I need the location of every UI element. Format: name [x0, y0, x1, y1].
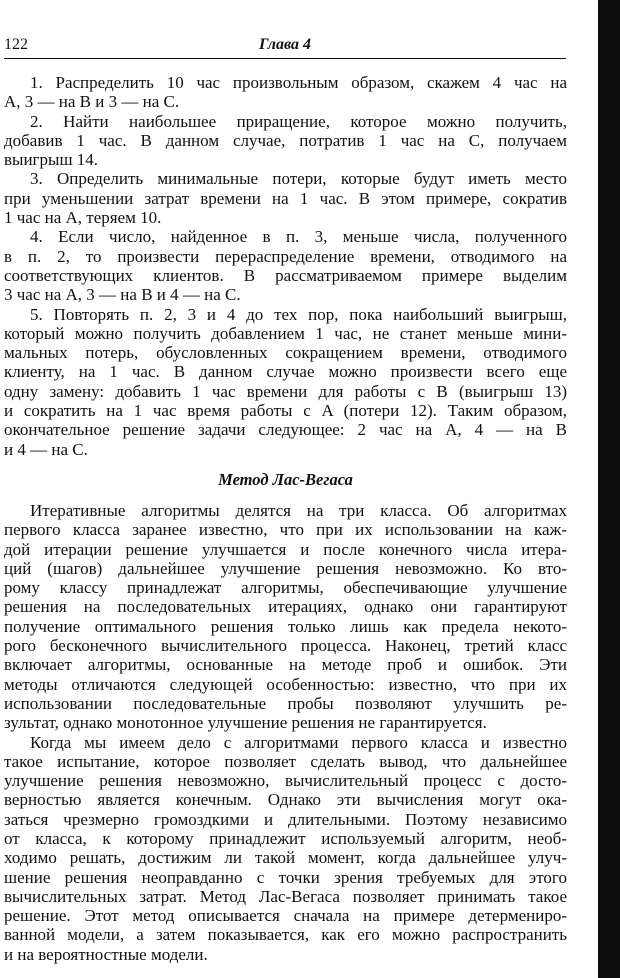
text-line: решение. Этот метод описывается сначала на примере детермениро- [4, 906, 567, 926]
text-line: 3. Определить минимальные потери, которые будут иметь место [30, 169, 567, 189]
text-line: в п. 2, то произвести перераспределение времени, отводимого на [4, 246, 567, 266]
text-line: 1. Распределить 10 час произвольным образом, скажем 4 час на [30, 73, 567, 92]
text-line: вычислительных затрат. Метод Лас-Вегаса позволяет принимать такое [4, 886, 567, 906]
text-line: от класса, к которому принадлежит используемый алгоритм, необ- [4, 828, 567, 848]
text-line: решения на последовательных итерациях, однако они гарантируют [4, 597, 567, 617]
text-line: ванной модели, а затем показывается, как его можно распространить [4, 925, 567, 945]
text-line: при уменьшении затрат времени на 1 час. В этом примере, сократив [4, 188, 567, 208]
text-line: A, 3 — на B и 3 — на C. [4, 92, 180, 112]
text-line: клиенту, на 1 час. В данном случае можно произвести всего еще [4, 362, 567, 382]
text-line: одну замену: добавить 1 час времени для работы с B (выигрыш 13) [4, 381, 567, 401]
text-line: улучшение решения невозможно, вычислительный процесс с досто- [4, 771, 567, 791]
section-paragraphs [4, 501, 567, 964]
text-line: и на вероятностные модели. [4, 944, 208, 964]
book-spine-edge [598, 0, 620, 978]
text-line: 3 час на A, 3 — на B и 4 — на C. [4, 285, 241, 305]
text-line: дой итерации решение улучшается и после конечного числа итера- [4, 539, 567, 559]
text-line: добавив 1 час. В данном случае, потратив 1 час на C, получаем [4, 130, 567, 150]
text-line: ций (шагов) дальнейшее улучшение решения невозможно. Ко вто- [4, 558, 567, 578]
text-line: методы отличаются следующей особенностью: известно, что при их [4, 674, 567, 694]
text-line: рому классу принадлежат алгоритмы, обеспечивающие улучшение [4, 578, 567, 598]
text-line: ходимо решать, достижим ли такой момент, когда дальнейшее улуч- [4, 848, 567, 868]
text-line: верностью является конечным. Однако эти вычисления могут ока- [4, 790, 567, 810]
page-header [4, 34, 566, 59]
text-line: рого бесконечного вычислительного процесса. Наконец, третий класс [4, 636, 567, 656]
text-line: мальных потерь, обусловленных сокращением времени, отводимого [4, 343, 567, 363]
text-line: который можно получить добавлением 1 час, не станет меньше мини- [4, 323, 567, 343]
text-line: первого класса заранее известно, что при их использовании на каж- [4, 520, 567, 540]
text-line: окончательное решение задачи следующее: 2 час на A, 4 — на B [4, 420, 567, 440]
chapter-title: Глава 4 [258, 36, 312, 53]
text-line: зультат, однако монотонное улучшение решения не гарантируется. [4, 713, 487, 733]
page-body [4, 73, 567, 964]
text-line: 1 час на A, теряем 10. [4, 208, 162, 228]
text-line: соответствующих клиентов. В рассматриваемом примере выделим [4, 265, 567, 285]
text-line: и 4 — на C. [4, 439, 88, 459]
text-line: использовании последовательные пробы позволяют улучшить ре- [4, 693, 567, 713]
text-line: включает алгоритмы, основанные на методе проб и ошибок. Эти [4, 655, 567, 675]
text-line: шение решения неоправданно с точки зрения требуемых для этого [4, 867, 567, 887]
section-heading: Метод Лас-Вегаса [218, 469, 353, 489]
text-line: Когда мы имеем дело с алгоритмами первого класса и известно [30, 732, 567, 752]
text-line: и сократить на 1 час время работы с A (потери 12). Таким образом, [4, 401, 567, 421]
text-line: 2. Найти наибольшее приращение, которое можно получить, [30, 111, 567, 131]
algorithm-steps [4, 73, 567, 459]
text-line: 5. Повторять п. 2, 3 и 4 до тех пор, пока наибольший выигрыш, [30, 304, 567, 324]
text-line: такое испытание, которое позволяет сделать вывод, что дальнейшее [4, 751, 567, 771]
text-line: получение оптимального решения только лишь как предела некото- [4, 616, 567, 636]
text-line: заться чрезмерно громоздкими и длительными. Поэтому независимо [4, 809, 567, 829]
text-line: Итеративные алгоритмы делятся на три класса. Об алгоритмах [30, 500, 567, 520]
page-number: 122 [4, 36, 28, 53]
text-line: 4. Если число, найденное в п. 3, меньше числа, полученного [30, 227, 567, 247]
text-line: выигрыш 14. [4, 150, 99, 170]
